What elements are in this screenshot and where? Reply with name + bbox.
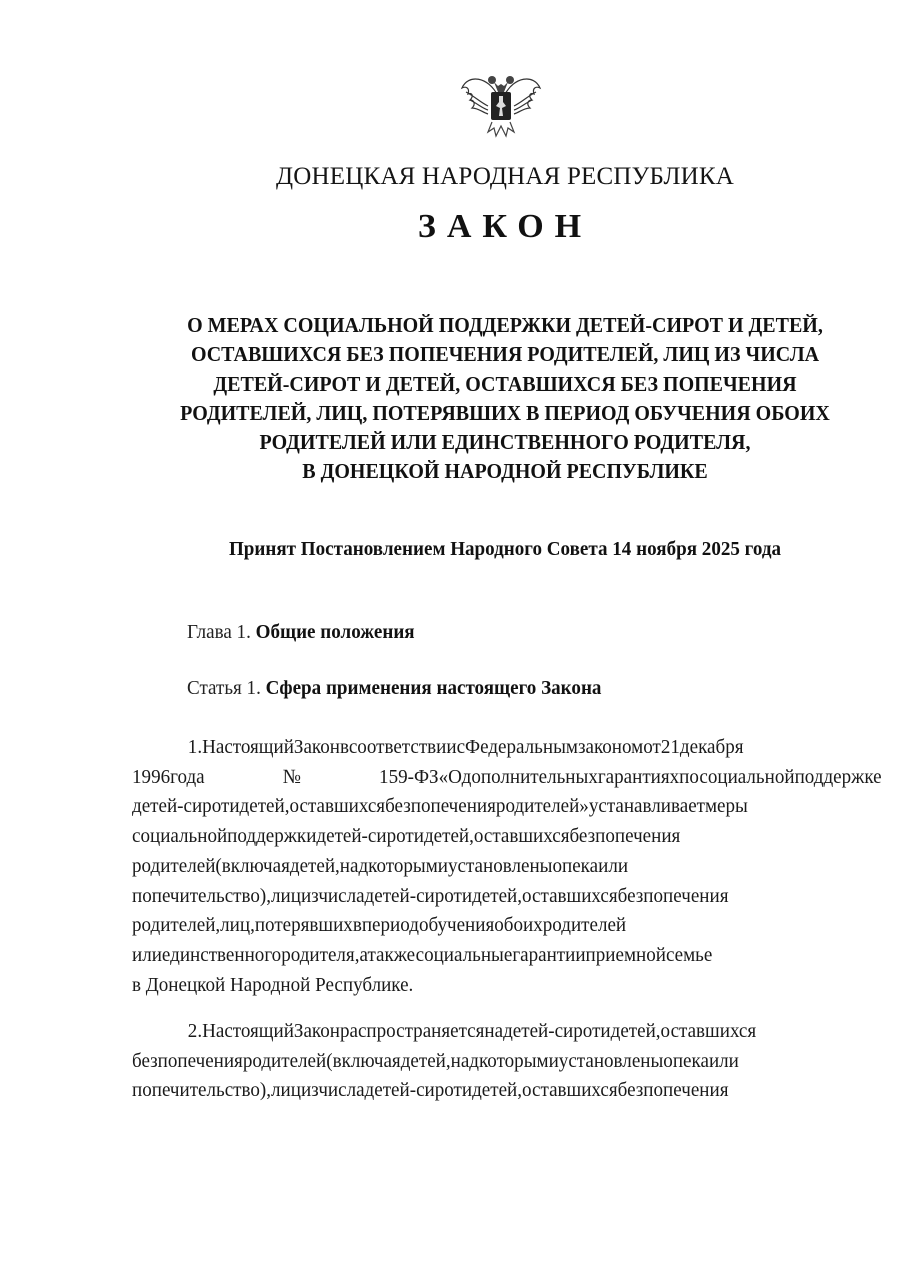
- text-line: социальнойподдержкидетей-сиротидетей,оставшихсябезпопечения: [132, 825, 681, 848]
- subject-line: ОСТАВШИХСЯ БЕЗ ПОПЕЧЕНИЯ РОДИТЕЛЕЙ, ЛИЦ ИЗ ЧИСЛА: [190, 342, 820, 367]
- paragraph-1: [132, 733, 882, 1000]
- text-line: илиединственногородителя,атакжесоциальныегарантииприемнойсемье: [132, 943, 713, 966]
- adoption-note: Принят Постановлением Народного Совета 14 ноября 2025 года: [228, 538, 782, 560]
- text-line: 1996года№159-ФЗ«Одополнительныхгарантияхпосоциальнойподдержке: [132, 765, 882, 788]
- text-line: попечительство),лицизчисладетей-сиротидетей,оставшихсябезпопечения: [132, 884, 729, 907]
- chapter-prefix: Глава 1.: [187, 621, 251, 643]
- subject-line: РОДИТЕЛЕЙ, ЛИЦ, ПОТЕРЯВШИХ В ПЕРИОД ОБУЧЕНИЯ ОБОИХ: [180, 400, 830, 425]
- chapter-heading: [187, 621, 415, 644]
- text-line: безпопеченияродителей(включаядетей,надкоторымиустановленыопекаили: [132, 1049, 739, 1072]
- article-prefix: Статья 1.: [187, 677, 261, 699]
- subject-line: ДЕТЕЙ-СИРОТ И ДЕТЕЙ, ОСТАВШИХСЯ БЕЗ ПОПЕЧЕНИЯ: [213, 371, 797, 396]
- text-line: 1.НастоящийЗаконвсоответствиисФедеральнымзакономот21декабря: [187, 736, 744, 758]
- text-line: в Донецкой Народной Республике.: [132, 973, 414, 996]
- subject-line: В ДОНЕЦКОЙ НАРОДНОЙ РЕСПУБЛИКЕ: [302, 459, 708, 484]
- coat-of-arms-icon: [458, 66, 544, 146]
- document-type: ЗАКОН: [417, 208, 593, 245]
- article-heading: [187, 677, 601, 700]
- republic-name: ДОНЕЦКАЯ НАРОДНАЯ РЕСПУБЛИКА: [275, 163, 735, 190]
- paragraph-2: [132, 1017, 882, 1106]
- text-line: родителей(включаядетей,надкоторымиустановленыопекаили: [132, 854, 629, 877]
- chapter-title: Общие положения: [255, 621, 415, 643]
- text-line: детей-сиротидетей,оставшихсябезпопеченияродителей»устанавливаетмеры: [132, 795, 748, 818]
- law-subject-title: [166, 311, 845, 487]
- subject-line: О МЕРАХ СОЦИАЛЬНОЙ ПОДДЕРЖКИ ДЕТЕЙ-СИРОТ И ДЕТЕЙ,: [187, 313, 823, 337]
- text-line: родителей,лиц,потерявшихвпериодобученияобоихродителей: [132, 914, 627, 937]
- text-line: попечительство),лицизчисладетей-сиротидетей,оставшихсябезпопечения: [132, 1079, 729, 1102]
- subject-line: РОДИТЕЛЕЙ ИЛИ ЕДИНСТВЕННОГО РОДИТЕЛЯ,: [259, 430, 751, 455]
- text-line: 2.НастоящийЗаконраспространяетсянадетей-сиротидетей,оставшихся: [187, 1020, 757, 1042]
- article-title: Сфера применения настоящего Закона: [265, 677, 602, 699]
